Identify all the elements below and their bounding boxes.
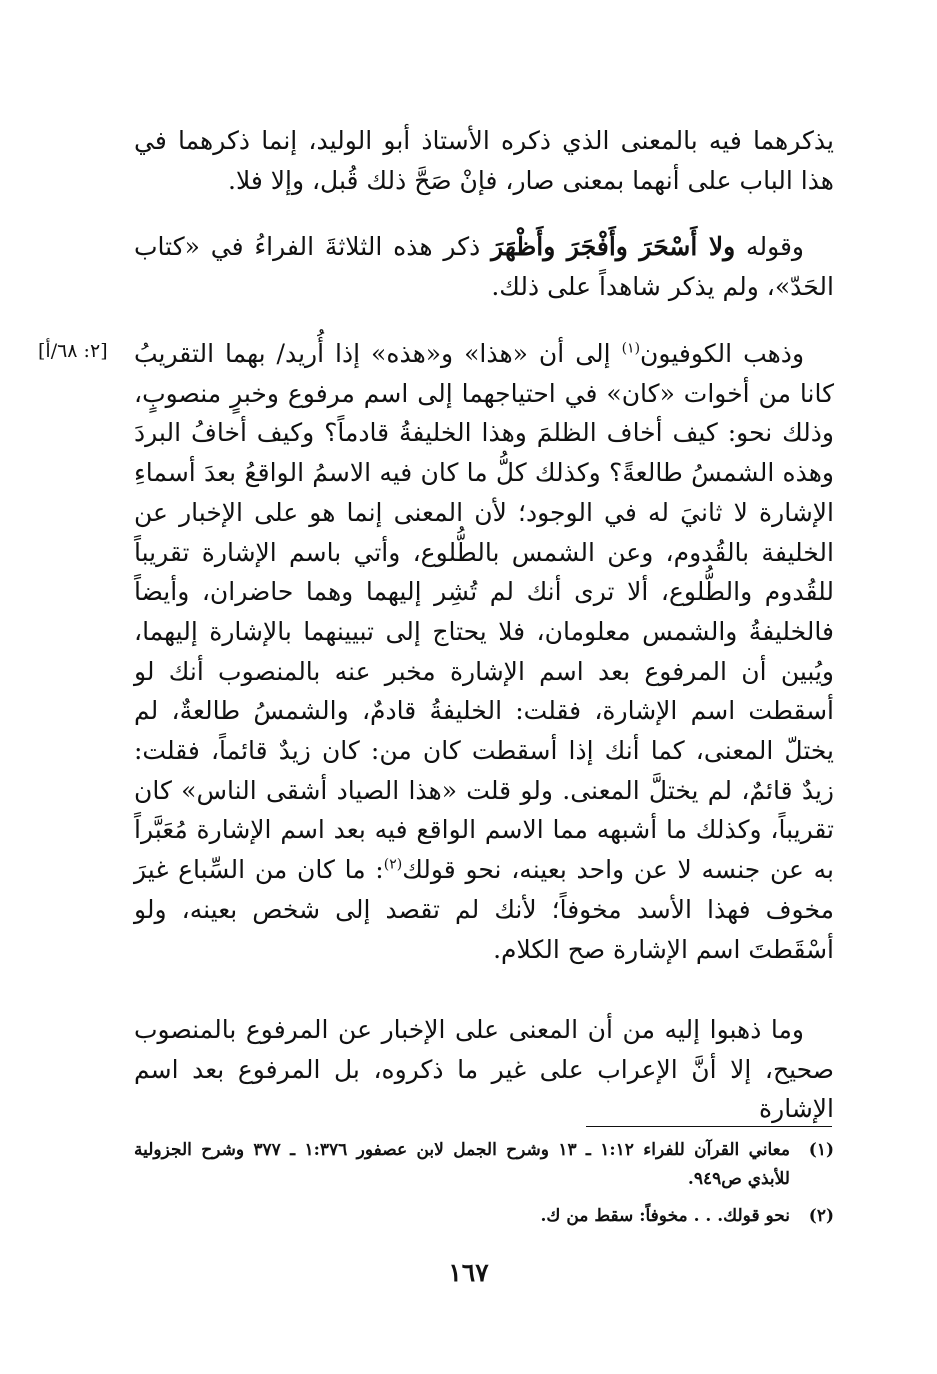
footnote-1 bbox=[134, 1136, 834, 1194]
footnote-divider bbox=[586, 1126, 832, 1127]
footnote-2 bbox=[134, 1202, 834, 1231]
footnote-marker-1: (١) bbox=[621, 340, 641, 357]
paragraph-1-text: يذكرهما فيه بالمعنى الذي ذكره الأستاذ أبو الوليد، إنما ذكرهما في هذا الباب على أنهما بمعنى صار، فإنْ صَحَّ ذلك قُبل، وإلا فلا. bbox=[134, 126, 834, 195]
paragraph-3-part-a: وذهب الكوفيون bbox=[640, 339, 805, 368]
footnotes bbox=[134, 1136, 834, 1239]
paragraph-4-text: وما ذهبوا إليه من أن المعنى على الإخبار عن المرفوع بالمنصوب صحيح، إلا أنَّ الإعراب على غير ما ذكروه، بل المرفوع بعد اسم الإشارة bbox=[134, 1015, 834, 1124]
paragraph-3 bbox=[134, 334, 834, 969]
paragraph-3-part-b: إلى أن «هذا» و«هذه» إذا أُريد/ بهما التقريبُ كانا من أخوات «كان» في احتياجهما إلى اسم مرفوع وخبرٍ منصوبٍ، وذلك نحو: كيف أخاف الظلمَ وهذا الخليفةُ قادماً؟ وكيف أخافُ البردَ وهذه الشمسُ طالعةً؟ وكذلك كلُّ ما كان فيه الاسمُ الواقعُ بعدَ أسماءِ الإشارة لا ثانيَ له في الوجود؛ لأن المعنى إنما هو على الإخبار عن الخليفة بالقُدوم، وعن الشمس بالطُّلوع، وأتي باسم الإشارة تقريباً للقُدوم والطُّلوع، ألا ترى أنك لم تُشِر إليهما وهما حاضران، وأيضاً فالخليفةُ والشمس معلومان، فلا يحتاج إلى تبيينهما بالإشارة إليهما، ويُبين أن المرفوع بعد اسم الإشارة مخبر عنه بالمنصوب أنك لو أسقطت اسم الإشارة، فقلت: الخليفةُ قادمٌ، والشمسُ طالعةٌ، لم يختلّ المعنى، كما أنك إذا أسقطت كان من: كان زيدٌ قائماً، فقلت: زيدٌ قائمٌ، لم يختلَّ المعنى. ولو قلت «هذا الصياد أشقى الناس» كان تقريباً، وكذلك ما أشبهه مما الاسم الواقع فيه بعد اسم الإشارة مُعَبَّراً به عن جنسه لا عن واحد بعينه، نحو قولك bbox=[134, 339, 834, 885]
paragraph-4 bbox=[134, 1010, 834, 1129]
footnote-text: معاني القرآن للفراء ١:١٢ ـ ١٣ وشرح الجمل لابن عصفور ١:٣٧٦ ـ ٣٧٧ وشرح الجزولية للأبذي ص٩٤٩. bbox=[134, 1140, 790, 1189]
footnote-number: (١) bbox=[808, 1140, 834, 1160]
paragraph-2-text bbox=[134, 227, 834, 306]
paragraph-2-prefix: وقوله bbox=[735, 232, 805, 261]
page-number: ١٦٧ bbox=[448, 1258, 489, 1287]
footnote-text: نحو قولك. . . مخوفاً: سقط من ك. bbox=[540, 1206, 790, 1226]
quoted-verbs: ولا أَسْحَرَ وأَفْجَرَ وأَظْهَرَ bbox=[491, 232, 736, 261]
paragraph-1 bbox=[134, 121, 834, 200]
paragraph-3-part-c: : ما كان من السِّباع غيرَ مخوف فهذا الأسد مخوفاً؛ لأنك لم تقصد إلى شخص بعينه، ولو أسْقَطتَ اسم الإشارة صح الكلام. bbox=[134, 855, 834, 964]
paragraph-2 bbox=[134, 227, 834, 306]
paragraph-3-text bbox=[134, 334, 834, 969]
footnote-number: (٢) bbox=[808, 1206, 834, 1226]
footnote-marker-2: (٢) bbox=[383, 856, 403, 873]
manuscript-folio-reference: [٢: ٦٨/أ] bbox=[38, 340, 108, 362]
paragraph-2-rest: ذكر هذه الثلاثةَ الفراءُ في «كتاب الحَدّ»، ولم يذكر شاهداً على ذلك. bbox=[134, 232, 834, 301]
